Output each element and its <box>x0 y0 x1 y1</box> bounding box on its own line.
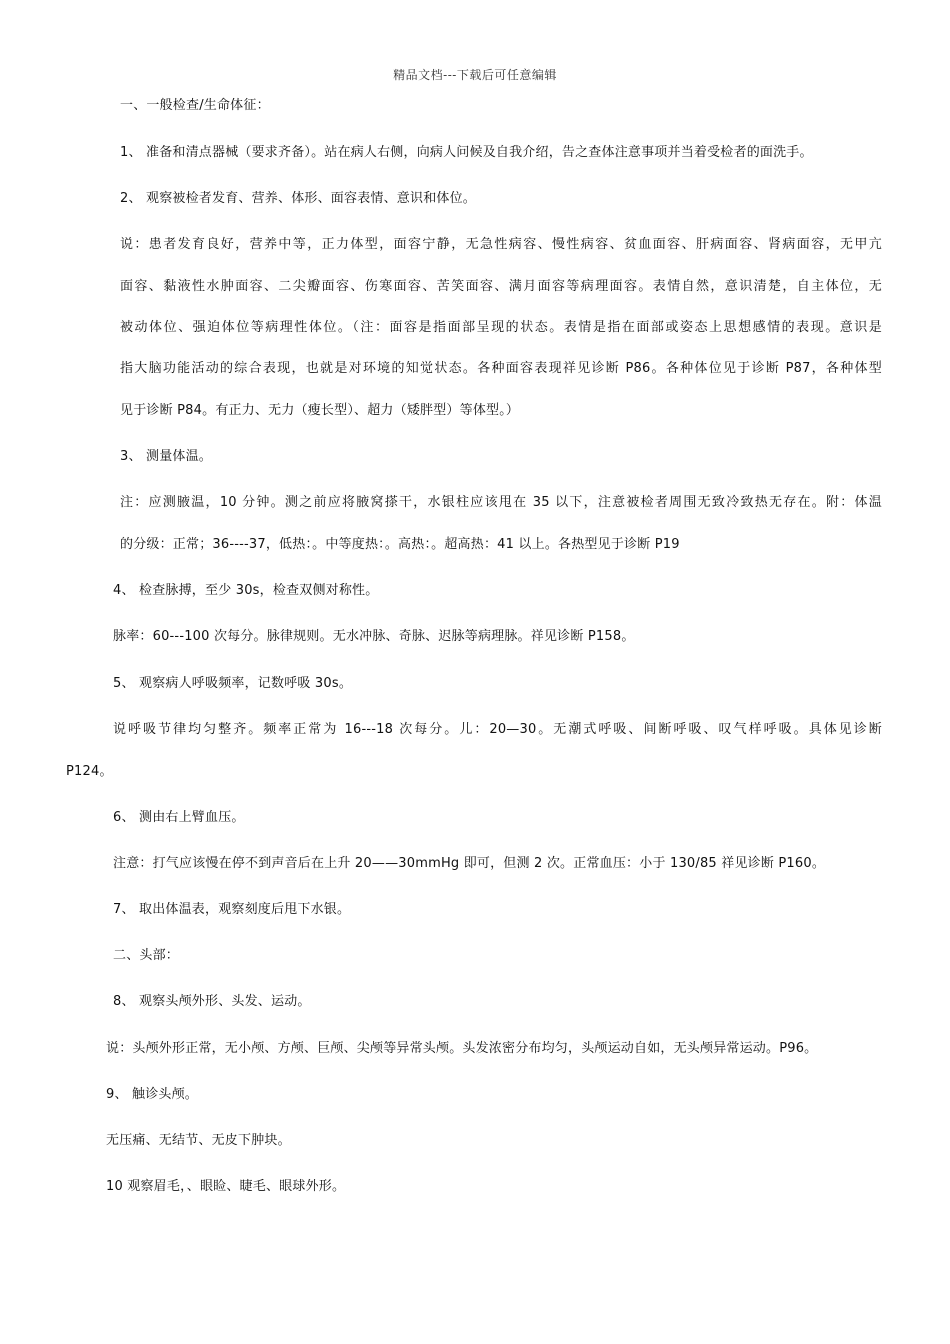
text-line: 脉率：60---100 次每分。脉律规则。无水冲脉、奇脉、迟脉等病理脉。祥见诊断 P158。 <box>113 629 635 644</box>
text-line: 9、 触诊头颅。 <box>106 1087 199 1102</box>
text-line: 说：头颅外形正常，无小颅、方颅、巨颅、尖颅等异常头颅。头发浓密分布均匀，头颅运动自如，无头颅异常运动。P96。 <box>106 1041 818 1056</box>
text-line: 10 观察眉毛，、眼睑、睫毛、眼球外形。 <box>106 1179 346 1194</box>
text-line: 面容、黏液性水肿面容、二尖瓣面容、伤寒面容、苦笑面容、满月面容等病理面容。表情自然，意识清楚，自主体位，无 <box>120 279 882 294</box>
text-line: 3、 测量体温。 <box>120 449 213 464</box>
text-line: 8、 观察头颅外形、头发、运动。 <box>113 994 311 1009</box>
text-line: 无压痛、无结节、无皮下肿块。 <box>106 1133 291 1148</box>
text-line: 4、 检查脉搏，至少 30s，检查双侧对称性。 <box>113 583 379 598</box>
text-line: 7、 取出体温表，观察刻度后甩下水银。 <box>113 902 351 917</box>
text-line: 注：应测腋温，10 分钟。测之前应将腋窝搽干，水银柱应该甩在 35 以下，注意被检者周围无致冷致热无存在。附：体温 <box>120 495 882 510</box>
section-heading-general-exam: 一、一般检查/生命体征： <box>120 98 270 113</box>
text-line: 被动体位、强迫体位等病理性体位。（注：面容是指面部呈现的状态。表情是指在面部或姿态上思想感情的表现。意识是 <box>120 320 882 335</box>
text-line: 说：患者发育良好，营养中等，正力体型，面容宁静，无急性病容、慢性病容、贫血面容、肝病面容、肾病面容，无甲亢 <box>120 237 882 252</box>
page-header: 精品文档---下载后可任意编辑 <box>393 68 557 82</box>
text-line: 指大脑功能活动的综合表现，也就是对环境的知觉状态。各种面容表现祥见诊断 P86。各种体位见于诊断 P87，各种体型 <box>120 361 882 376</box>
text-line: 的分级：正常；36----37，低热：。中等度热：。高热：。超高热：41 以上。各热型见于诊断 P19 <box>120 537 680 552</box>
text-line: P124。 <box>66 764 113 779</box>
section-heading-head: 二、头部： <box>113 948 180 963</box>
text-line: 说呼吸节律均匀整齐。频率正常为 16---18 次每分。儿：20—30。无潮式呼吸、间断呼吸、叹气样呼吸。具体见诊断 <box>113 722 882 737</box>
text-line: 见于诊断 P84。有正力、无力（瘦长型）、超力（矮胖型）等体型。） <box>120 403 520 418</box>
text-line: 5、 观察病人呼吸频率，记数呼吸 30s。 <box>113 676 353 691</box>
text-line: 1、 准备和清点器械（要求齐备）。站在病人右侧，向病人问候及自我介绍，告之查体注意事项并当着受检者的面洗手。 <box>120 145 813 160</box>
text-line: 注意：打气应该慢在停不到声音后在上升 20——30mmHg 即可，但测 2 次。正常血压：小于 130/85 祥见诊断 P160。 <box>113 856 826 871</box>
text-line: 6、 测由右上臂血压。 <box>113 810 245 825</box>
text-line: 2、 观察被检者发育、营养、体形、面容表情、意识和体位。 <box>120 191 477 206</box>
